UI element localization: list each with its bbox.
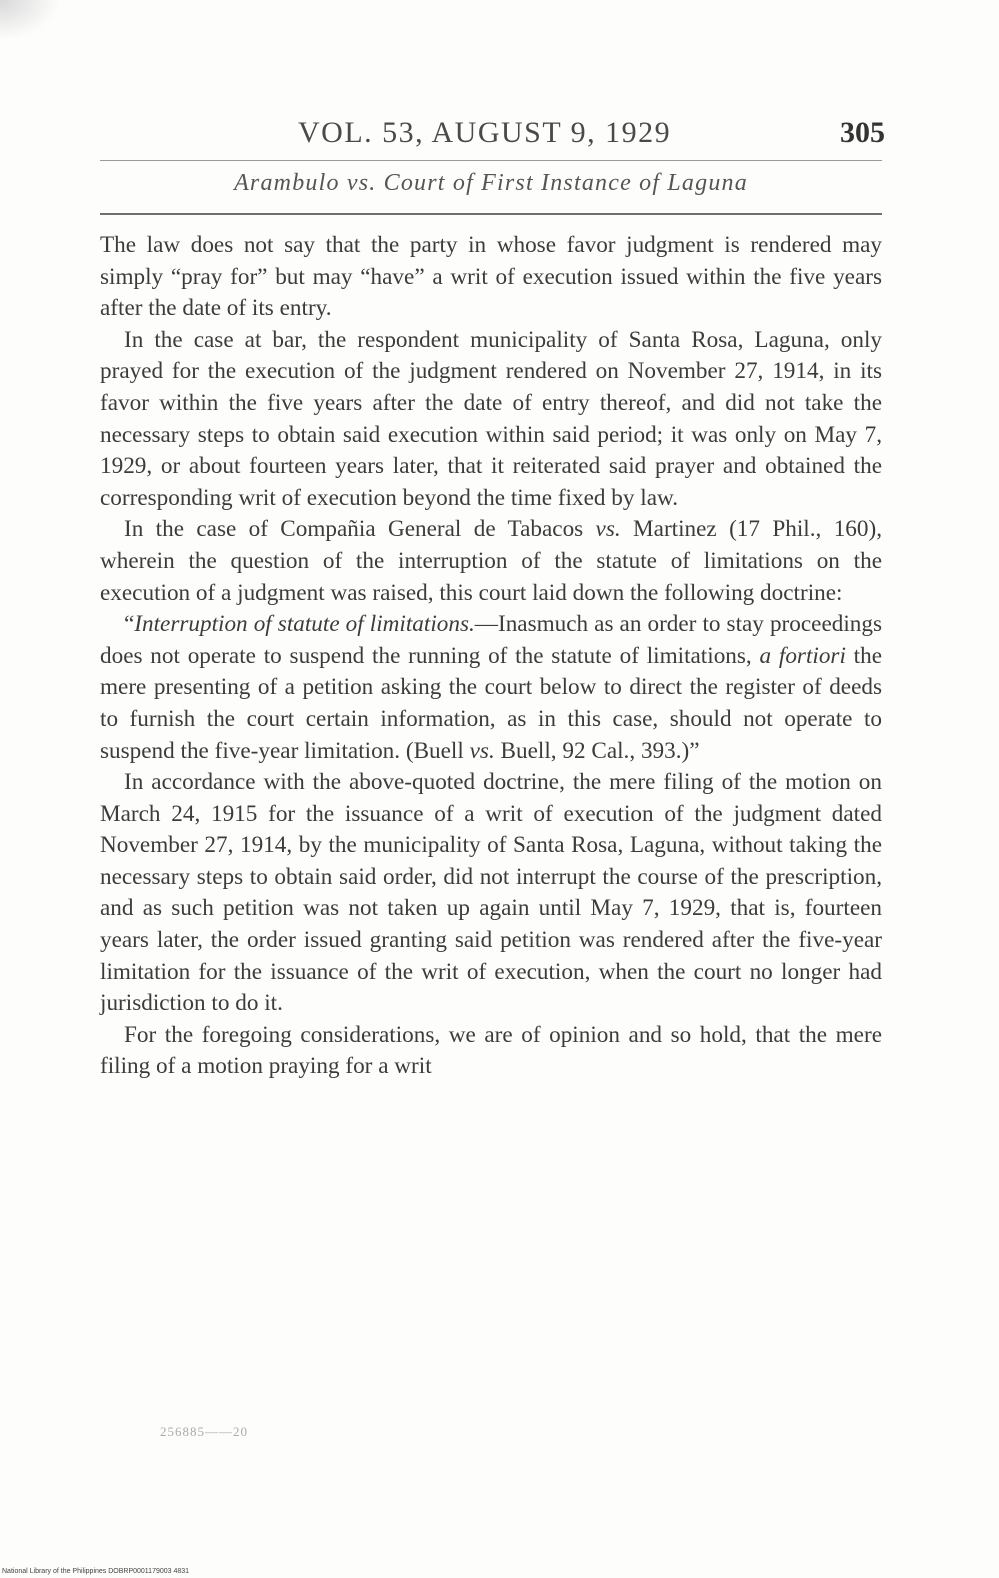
paragraph-3-vs: vs.: [595, 516, 621, 543]
printer-signature: 256885——20: [160, 1424, 248, 1439]
quote-text-b: the mere presenting of a petition asking the court below to direct the register of deeds to furnish the court certain information, as in this case, should not operate to suspend the five-year limitation. (Buell: [100, 642, 883, 764]
paragraph-1: The law does not say that the party in whose favor judgment is rendered may simply “pray for” but may “have” a writ of execution issued within the five years after the date of its entry.: [100, 232, 882, 322]
quote-fortiori: a fortiori: [759, 642, 846, 669]
quote-text-a: —Inasmuch as an order to stay proceedings does not operate to suspend the running of the statute of limitations,: [100, 611, 882, 669]
paragraph-4-quotation: [100, 609, 882, 767]
header-rule-bottom: [100, 213, 882, 215]
quote-open: “: [124, 611, 135, 638]
quote-heading: Interruption of statute of limitations.: [134, 611, 475, 638]
paragraph-2: In the case at bar, the respondent municipality of Santa Rosa, Laguna, only prayed for the execution of the judgment rendered on November 27, 1914, in its favor within the five years after the date of entry thereof, and did not take the necessary steps to obtain said execution within said period; it was only on May 7, 1929, or about fourteen years later, that it reiterated said prayer and obtained the corresponding writ of execution beyond the time fixed by law.: [100, 326, 882, 511]
page-number: 305: [840, 116, 885, 149]
paragraph-3-text-b: Martinez (17 Phil., 160), wherein the question of the interruption of the statute of limitations on the execution of a judgment was raised, this court laid down the following doctrine:: [100, 516, 882, 606]
paragraph-3-text-a: In the case of Compañia General de Tabacos: [124, 516, 596, 543]
paragraph-6: For the foregoing considerations, we are of opinion and so hold, that the mere filing of a motion praying for a writ: [100, 1021, 882, 1080]
scan-corner-shadow: [0, 0, 60, 40]
paragraph-5: In accordance with the above-quoted doctrine, the mere filing of the motion on March 24, 1915 for the issuance of a writ of execution of the judgment dated November 27, 1914, by the municipality of Santa Rosa, Laguna, without taking the necessary steps to obtain said order, did not interrupt the course of the prescription, and as such petition was not taken up again until May 7, 1929, that is, fourteen years later, the order issued granting said petition was rendered after the five-year limitation for the issuance of the writ of execution, when the court no longer had jurisdiction to do it.: [100, 769, 882, 1017]
quote-text-c: Buell, 92 Cal., 393.)”: [494, 737, 700, 764]
quote-vs: vs.: [469, 737, 495, 764]
case-title: Arambulo vs. Court of First Instance of Laguna: [234, 170, 748, 196]
running-head: VOL. 53, AUGUST 9, 1929: [298, 116, 672, 149]
paragraph-3: [100, 514, 882, 609]
header-rule-top: [100, 160, 882, 161]
body-text: [100, 230, 882, 1083]
archive-watermark-line: National Library of the Philippines DOBRP0001179003 4831: [2, 1568, 190, 1575]
